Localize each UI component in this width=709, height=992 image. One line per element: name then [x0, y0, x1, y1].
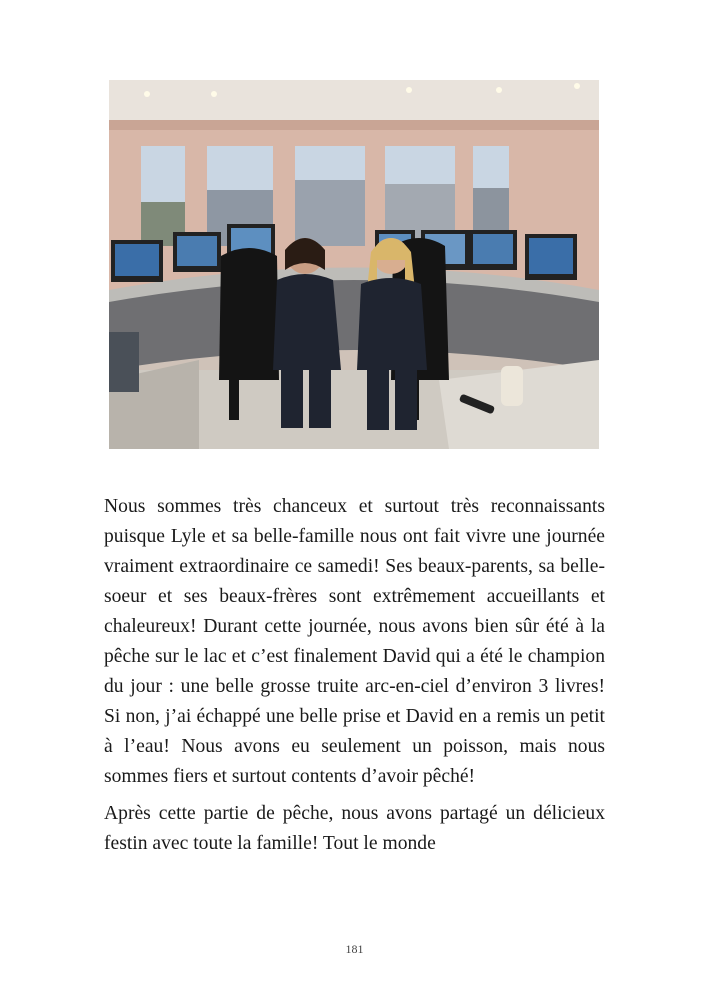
paragraph: Après cette partie de pêche, nous avons partagé un délicieux festin avec toute la famille! Tout le monde	[104, 803, 605, 854]
control-room-photo	[109, 80, 599, 449]
body-text	[104, 492, 605, 866]
photo-illustration	[109, 80, 599, 449]
paragraph: Nous sommes très chanceux et surtout très reconnaissants puisque Lyle et sa belle-famille nous ont fait vivre une journée vraiment extraordinaire ce samedi! Ses beaux-parents, sa belle-soeur et ses beaux-frères sont extrêmement accueillants et chaleureux! Durant cette journée, nous avons bien sûr été à la pêche sur le lac et c’est finalement David qui a été le champion du jour : une belle grosse truite arc-en-ciel d’environ 3 livres! Si non, j’ai échappé une belle prise et David en a remis un petit à l’eau! Nous avons eu seulement un poisson, mais nous sommes fiers et surtout contents d’avoir pêché!	[104, 496, 605, 787]
page-number: 181	[345, 942, 364, 956]
